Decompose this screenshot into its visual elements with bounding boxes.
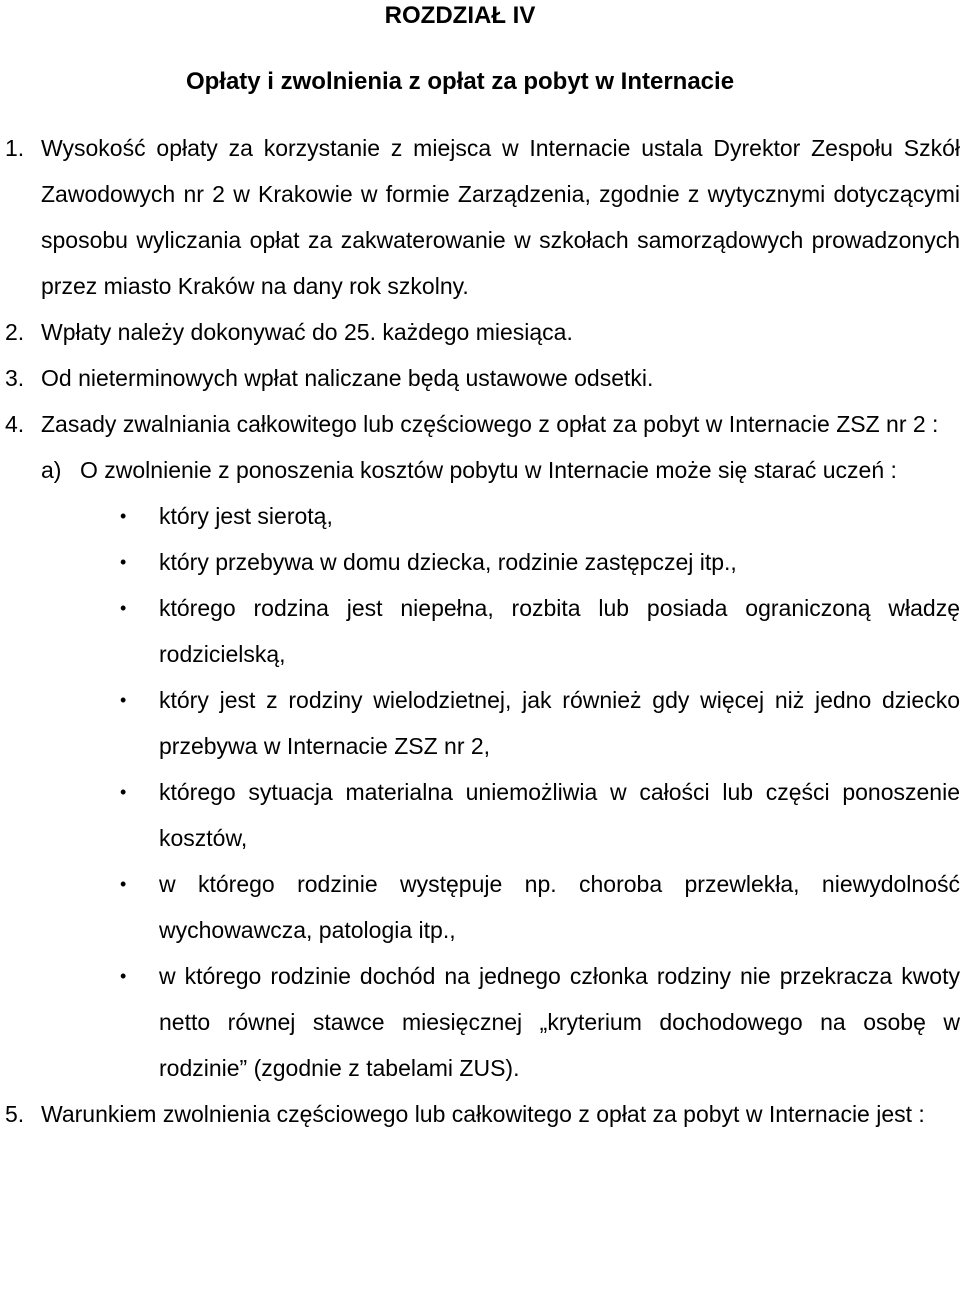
bullet-item [0,585,960,677]
bullet-icon: • [120,552,127,572]
section-title: Opłaty i zwolnienia z opłat za pobyt w Internacie [185,68,735,95]
item-number: 2. [5,319,25,345]
sub-item-marker: a) [41,457,62,483]
bullet-icon: • [120,874,127,894]
bullet-text: w którego rodzinie występuje np. choroba przewlekła, niewydolność wychowawcza, patologia itp., [159,871,960,943]
item-text: Zasady zwalniania całkowitego lub częściowego z opłat za pobyt w Internacie ZSZ nr 2 : [41,411,939,437]
bullet-item [0,861,960,953]
item-number: 5. [5,1101,25,1127]
item-text: Wysokość opłaty za korzystanie z miejsca w Internacie ustala Dyrektor Zespołu Szkół Zawodowych nr 2 w Krakowie w formie Zarządzenia, zgodnie z wytycznymi dotyczącymi sposobu wyliczania opłat za zakwaterowanie w szkołach samorządowych prowadzonych przez miasto Kraków na dany rok szkolny. [41,135,960,299]
sub-item-a [0,447,960,493]
bullet-text: w którego rodzinie dochód na jednego członka rodziny nie przekracza kwoty netto równej stawce miesięcznej „kryterium dochodowego na osobę w rodzinie” (zgodnie z tabelami ZUS). [159,963,960,1081]
bullet-text: który jest z rodziny wielodzietnej, jak również gdy więcej niż jedno dziecko przebywa w Internacie ZSZ nr 2, [159,687,960,759]
item-text: Od nieterminowych wpłat naliczane będą ustawowe odsetki. [41,365,654,391]
bullet-text: którego sytuacja materialna uniemożliwia w całości lub części ponoszenie kosztów, [159,779,960,851]
bullet-text: który przebywa w domu dziecka, rodzinie zastępczej itp., [159,549,737,575]
bullet-icon: • [120,690,127,710]
chapter-title: ROZDZIAŁ IV [384,2,536,29]
bullet-icon: • [120,782,127,802]
item-number: 1. [5,135,25,161]
bullet-item [0,493,960,539]
bullet-text: który jest sierotą, [159,503,333,529]
bullet-icon: • [120,506,127,526]
item-text: Warunkiem zwolnienia częściowego lub całkowitego z opłat za pobyt w Internacie jest : [41,1101,925,1127]
item-number: 3. [5,365,25,391]
bullet-list [0,493,960,1091]
bullet-item [0,677,960,769]
bullet-text: którego rodzina jest niepełna, rozbita lub posiada ograniczoną władzę rodzicielską, [159,595,960,667]
list-item-3 [0,355,960,401]
bullet-item [0,769,960,861]
document-body [0,125,960,1137]
sub-item-text: O zwolnienie z ponoszenia kosztów pobytu w Internacie może się starać uczeń : [80,457,897,483]
list-item-4 [0,401,960,447]
list-item-5 [0,1091,960,1137]
bullet-icon: • [120,966,127,986]
bullet-item [0,539,960,585]
item-number: 4. [5,411,25,437]
list-item-2 [0,309,960,355]
bullet-item [0,953,960,1091]
list-item-1 [0,125,960,309]
bullet-icon: • [120,598,127,618]
item-text: Wpłaty należy dokonywać do 25. każdego miesiąca. [41,319,573,345]
